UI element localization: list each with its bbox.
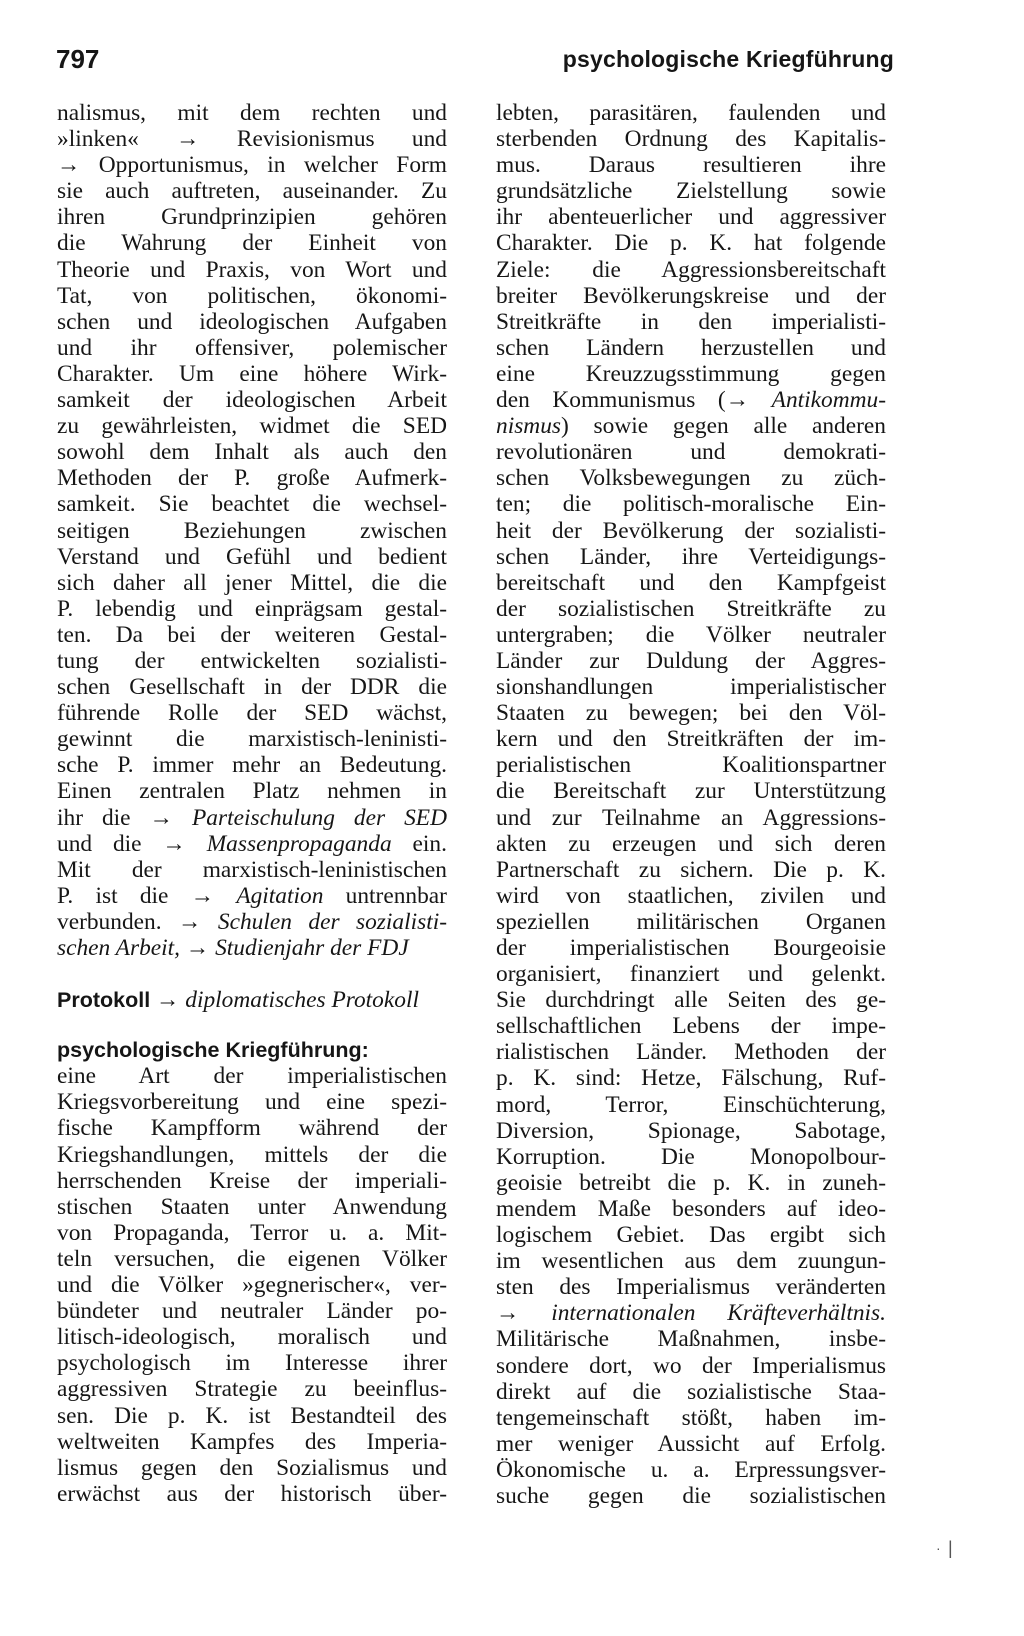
text-line: eine Art der imperialistischen [57,1063,447,1090]
text-line: Sie durchdringt alle Seiten des ge- [496,987,886,1014]
text-line: Tat, von politischen, ökonomi- [57,282,447,309]
text-line [57,935,447,961]
text-line: breiter Bevölkerungskreise und der [496,282,886,309]
text-line: Länder zur Duldung der Aggres- [496,647,886,674]
text-line: organisiert, finanziert und gelenkt. [496,961,886,988]
text-line: nalismus, mit dem rechten und [57,100,447,126]
text-line: ihr abenteuerlicher und aggressiver [496,204,886,231]
arrow-icon: → [185,935,210,961]
scan-mark: · [936,1540,941,1556]
text-line: sten des Imperialismus veränderten [496,1274,886,1301]
text-line: von Propaganda, Terror u. a. Mit- [57,1219,447,1246]
text-line: Einen zentralen Platz nehmen in [57,778,447,805]
text-line: mendem Maße besonders auf ideo- [496,1195,886,1222]
text-line: grundsätzliche Zielstellung sowie [496,178,886,205]
text-line: tengemeinschaft stößt, haben im- [496,1404,886,1431]
text-line: erwächst aus der historisch über- [57,1480,447,1507]
text-line: und die Völker »gegnerischer«, ver- [57,1272,447,1299]
text-line: revolutionären und demokrati- [496,439,886,466]
text-line: Kriegshandlungen, mittels der die [57,1141,447,1168]
text-line: lismus gegen den Sozialismus und [57,1454,447,1481]
text-line: sie auch auftreten, auseinander. Zu [57,178,447,205]
text-line: bündeter und neutraler Länder po- [57,1298,447,1325]
text-line: gewinnt die marxistisch-leninisti- [57,726,447,753]
text-line: sche P. immer mehr an Bedeutung. [57,752,447,779]
cross-reference-link[interactable]: nismus [496,413,561,440]
text-line: perialistischen Koalitionspartner [496,752,886,779]
arrow-icon: → [496,1300,520,1327]
cross-reference-link[interactable]: Massenpropaganda [206,830,392,857]
text-line: und ihr offensiver, polemischer [57,334,447,361]
text-line: weltweiten Kampfes des Imperia- [57,1428,447,1455]
text-line: seitigen Beziehungen zwischen [57,517,447,544]
text-line: aggressiven Strategie zu beeinflus- [57,1376,447,1403]
cross-reference-link[interactable]: Schulen der sozialisti- [217,908,447,935]
text-line: sowohl dem Inhalt als auch den [57,439,447,466]
text-line: P. lebendig und einprägsam gestal- [57,595,447,622]
cross-reference-link[interactable]: diplomatisches Protokoll [185,987,419,1014]
text-line: litisch-ideologisch, moralisch und [57,1324,447,1351]
page-header [56,44,894,84]
cross-reference-link[interactable]: schen Arbeit, [57,935,180,961]
text-line: zu gewährleisten, widmet die SED [57,413,447,440]
text-line: Staaten zu bewegen; bei den Völ- [496,700,886,727]
text-line: mord, Terror, Einschüchterung, [496,1091,886,1118]
text-line: suche gegen die sozialistischen [496,1482,886,1509]
running-head: psychologische Kriegführung [562,46,894,72]
text-line: und zur Teilnahme an Aggressions- [496,804,886,831]
text-line: samkeit der ideologischen Arbeit [57,387,447,414]
scan-mark: | [948,1538,953,1558]
text-line: geoisie betreibt die p. K. in zuneh- [496,1169,886,1196]
text-line: Ziele: die Aggressionsbereitschaft [496,256,886,283]
text-line: speziellen militärischen Organen [496,908,886,935]
text-line: Charakter. Um eine höhere Wirk- [57,360,447,387]
text-line: fische Kampfform während der [57,1115,447,1142]
text-line: Charakter. Die p. K. hat folgende [496,230,886,257]
arrow-icon: → [178,908,202,935]
text-line: untergraben; die Völker neutraler [496,621,886,648]
text-line: Korruption. Die Monopolbour- [496,1143,886,1170]
text-line: herrschenden Kreise der imperiali- [57,1167,447,1194]
text-line: tung der entwickelten sozialisti- [57,647,447,674]
arrow-icon: → [162,830,186,857]
text-line: Methoden der P. große Aufmerk- [57,465,447,492]
left-column [57,100,447,1507]
text-line: sen. Die p. K. ist Bestandteil des [57,1402,447,1429]
text-line: lebten, parasitären, faulenden und [496,100,886,126]
text-line: heit der Bevölkerung der sozialisti- [496,517,886,544]
text-line: »linken« → Revisionismus und [57,126,447,153]
text-line: die Bereitschaft zur Unterstützung [496,778,886,805]
kriegfuehrung-headword-line [57,1037,447,1063]
text-line: Theorie und Praxis, von Wort und [57,256,447,283]
text-line: schen Ländern herzustellen und [496,334,886,361]
text-line: schen Länder, ihre Verteidigungs- [496,543,886,570]
text-line: wird von staatlichen, zivilen und [496,882,886,909]
headword: Protokoll [57,988,151,1013]
text-line: Kriegsvorbereitung und eine spezi- [57,1089,447,1116]
text-line: direkt auf die sozialistische Staa- [496,1378,886,1405]
text-line: stischen Staaten unter Anwendung [57,1193,447,1220]
text-line: Streitkräfte in den imperialisti- [496,308,886,335]
cross-reference-link[interactable]: Antikommu- [771,387,886,414]
kriegfuehrung-entry-continuation [496,1326,886,1509]
text-line: im wesentlichen aus dem zuungun- [496,1248,886,1275]
text-line: nismus) sowie gegen alle anderen [496,413,886,440]
cross-reference-link[interactable]: internationalen Kräfteverhältnis. [551,1300,886,1327]
protokoll-entry [57,987,447,1013]
arrow-icon: → [156,987,180,1014]
text-line: mer weniger Aussicht auf Erfolg. [496,1430,886,1457]
text-line: logischem Gebiet. Das ergibt sich [496,1222,886,1249]
text-line: sich daher all jener Mittel, die die [57,569,447,596]
propaganda-entry-continuation [57,100,447,805]
text-line: kern und den Streitkräften der im- [496,726,886,753]
text-line: sellschaftlichen Lebens der impe- [496,1013,886,1040]
text-line: teln versuchen, die eigenen Völker [57,1245,447,1272]
text-line: ihren Grundprinzipien gehören [57,204,447,231]
text-line: rialistischen Länder. Methoden der [496,1039,886,1066]
cross-reference-link[interactable]: Agitation [236,882,324,909]
text-line: den Kommunismus (→ Antikommu- [496,387,886,414]
text-line: der imperialistischen Bourgeoisie [496,935,886,961]
kriegfuehrung-entry-continuation [496,439,886,1300]
text-line: schen Gesellschaft in der DDR die [57,674,447,701]
text-line: Mit der marxistisch-leninistischen [57,856,447,883]
text-line: samkeit. Sie beachtet die wechsel- [57,491,447,518]
page-number: 797 [56,44,100,74]
arrow-icon: → [725,387,750,414]
text-line: Militärische Maßnahmen, insbe- [496,1326,886,1353]
kriegfuehrung-entry-text [57,1063,447,1507]
text-line: → Opportunismus, in welcher Form [57,152,447,179]
text-line: sionshandlungen imperialistischer [496,674,886,701]
text-line: der sozialistischen Streitkräfte zu [496,595,886,622]
kriegfuehrung-entry-continuation [496,100,886,387]
cross-reference-link[interactable]: Parteischulung der SED [192,804,447,831]
text-line: Partnerschaft zu sichern. Die p. K. [496,856,886,883]
text-line: sondere dort, wo der Imperialismus [496,1352,886,1379]
text-line: bereitschaft und den Kampfgeist [496,569,886,596]
text-line: psychologisch im Interesse ihrer [57,1350,447,1377]
text-line: Diversion, Spionage, Sabotage, [496,1117,886,1144]
text-line: sterbenden Ordnung des Kapitalis- [496,126,886,153]
text-line: führende Rolle der SED wächst, [57,700,447,727]
text-line: verbunden. → Schulen der sozialisti- [57,908,447,935]
text-line: und die → Massenpropaganda ein. [57,830,447,857]
text-line: P. ist die → Agitation untrennbar [57,882,447,909]
text-line: Verstand und Gefühl und bedient [57,543,447,570]
text-line: die Wahrung der Einheit von [57,230,447,257]
text-line: schen Volksbewegungen zu züch- [496,465,886,492]
text-line: ihr die → Parteischulung der SED [57,804,447,831]
text-line: mus. Daraus resultieren ihre [496,152,886,179]
text-line: eine Kreuzzugsstimmung gegen [496,360,886,387]
text-line: Ökonomische u. a. Erpressungsver- [496,1456,886,1483]
text-line: schen und ideologischen Aufgaben [57,308,447,335]
arrow-icon: → [190,882,215,909]
cross-reference-link[interactable]: Studienjahr der FDJ [215,935,409,961]
text-line: akten zu erzeugen und sich deren [496,830,886,857]
right-column [496,100,886,1509]
text-line: p. K. sind: Hetze, Fälschung, Ruf- [496,1065,886,1092]
text-line: ten. Da bei der weiteren Gestal- [57,621,447,648]
headword: psychologische Kriegführung: [57,1038,369,1063]
text-line: ten; die politisch-moralische Ein- [496,491,886,518]
arrow-icon: → [149,804,173,831]
text-line [496,1300,886,1326]
